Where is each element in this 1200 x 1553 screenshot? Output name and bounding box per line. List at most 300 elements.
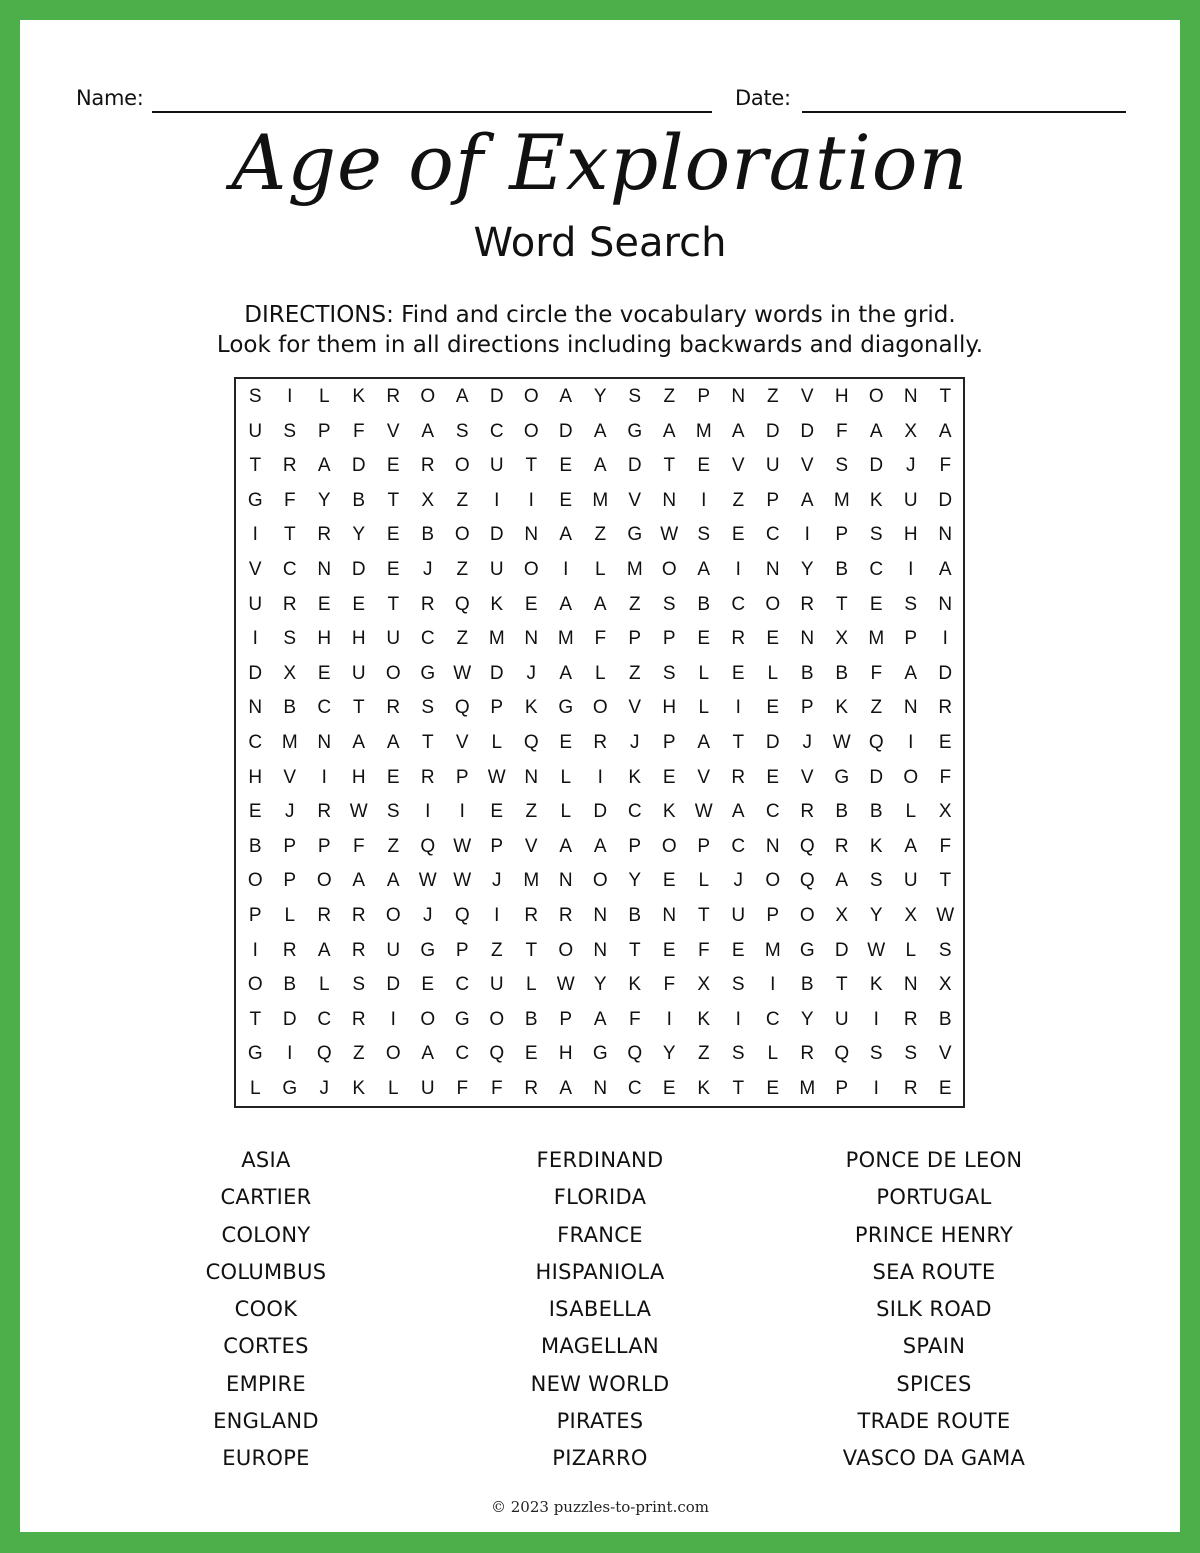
grid-letter[interactable]: W: [694, 801, 713, 823]
grid-letter[interactable]: X: [835, 904, 849, 926]
grid-letter[interactable]: S: [662, 593, 676, 615]
grid-letter[interactable]: Z: [697, 1043, 710, 1065]
grid-letter[interactable]: A: [904, 835, 918, 857]
grid-letter[interactable]: K: [628, 766, 642, 788]
grid-letter[interactable]: B: [938, 1008, 952, 1030]
grid-letter[interactable]: O: [523, 386, 539, 407]
grid-letter[interactable]: A: [593, 593, 607, 615]
grid-letter[interactable]: M: [488, 628, 505, 650]
grid-letter[interactable]: D: [386, 974, 401, 996]
grid-letter[interactable]: P: [662, 731, 676, 753]
grid-letter[interactable]: L: [249, 1077, 261, 1099]
grid-letter[interactable]: B: [283, 974, 297, 996]
grid-letter[interactable]: Z: [870, 697, 883, 719]
grid-letter[interactable]: E: [352, 593, 366, 615]
grid-letter[interactable]: L: [525, 974, 537, 996]
grid-letter[interactable]: I: [287, 386, 293, 407]
grid-letter[interactable]: C: [455, 974, 470, 996]
grid-letter[interactable]: I: [494, 489, 500, 511]
grid-letter[interactable]: H: [248, 766, 263, 788]
grid-letter[interactable]: I: [494, 904, 500, 926]
grid-letter[interactable]: P: [490, 835, 504, 857]
grid-letter[interactable]: C: [765, 1008, 780, 1030]
grid-letter[interactable]: S: [662, 662, 676, 684]
grid-letter[interactable]: L: [594, 662, 606, 684]
grid-letter[interactable]: H: [834, 386, 849, 407]
grid-letter[interactable]: A: [559, 1077, 573, 1099]
grid-letter[interactable]: K: [628, 974, 642, 996]
grid-letter[interactable]: G: [282, 1077, 298, 1099]
grid-letter[interactable]: B: [283, 697, 297, 719]
grid-letter[interactable]: E: [386, 558, 400, 580]
grid-letter[interactable]: V: [386, 420, 400, 442]
grid-letter[interactable]: K: [490, 593, 504, 615]
grid-letter[interactable]: O: [558, 939, 574, 961]
grid-letter[interactable]: J: [526, 662, 536, 684]
grid-letter[interactable]: K: [869, 489, 883, 511]
grid-letter[interactable]: D: [869, 455, 884, 477]
grid-letter[interactable]: A: [593, 420, 607, 442]
grid-letter[interactable]: N: [524, 524, 539, 546]
grid-letter[interactable]: U: [248, 420, 263, 442]
grid-letter[interactable]: S: [248, 386, 262, 407]
grid-letter[interactable]: D: [800, 420, 815, 442]
grid-letter[interactable]: K: [352, 1077, 366, 1099]
grid-letter[interactable]: O: [903, 766, 919, 788]
grid-letter[interactable]: T: [387, 489, 400, 511]
grid-letter[interactable]: W: [453, 835, 472, 857]
grid-letter[interactable]: C: [317, 1008, 332, 1030]
grid-letter[interactable]: T: [835, 974, 848, 996]
grid-letter[interactable]: I: [252, 628, 258, 650]
grid-letter[interactable]: N: [938, 524, 953, 546]
grid-letter[interactable]: P: [283, 870, 297, 892]
grid-letter[interactable]: F: [939, 835, 952, 857]
grid-letter[interactable]: R: [903, 1008, 918, 1030]
grid-letter[interactable]: T: [352, 697, 365, 719]
grid-letter[interactable]: A: [386, 731, 400, 753]
grid-letter[interactable]: R: [420, 455, 435, 477]
grid-letter[interactable]: E: [662, 939, 676, 961]
grid-letter[interactable]: E: [938, 1077, 952, 1099]
grid-letter[interactable]: Z: [732, 489, 745, 511]
grid-letter[interactable]: P: [697, 386, 711, 407]
grid-letter[interactable]: L: [318, 974, 330, 996]
grid-letter[interactable]: O: [420, 1008, 436, 1030]
grid-letter[interactable]: Z: [490, 939, 503, 961]
grid-letter[interactable]: B: [628, 904, 642, 926]
grid-letter[interactable]: G: [799, 939, 815, 961]
grid-letter[interactable]: D: [558, 420, 573, 442]
grid-letter[interactable]: A: [352, 731, 366, 753]
grid-letter[interactable]: Q: [523, 731, 539, 753]
grid-letter[interactable]: O: [799, 904, 815, 926]
grid-letter[interactable]: G: [834, 766, 850, 788]
grid-letter[interactable]: P: [697, 835, 711, 857]
grid-letter[interactable]: B: [835, 662, 849, 684]
grid-letter[interactable]: O: [661, 835, 677, 857]
grid-letter[interactable]: L: [767, 662, 779, 684]
grid-letter[interactable]: G: [420, 939, 436, 961]
grid-letter[interactable]: D: [282, 1008, 297, 1030]
grid-letter[interactable]: R: [351, 904, 366, 926]
grid-letter[interactable]: E: [766, 766, 780, 788]
grid-letter[interactable]: L: [318, 386, 330, 407]
grid-letter[interactable]: I: [908, 731, 914, 753]
grid-letter[interactable]: L: [905, 939, 917, 961]
grid-letter[interactable]: U: [420, 1077, 435, 1099]
grid-letter[interactable]: Z: [663, 386, 676, 407]
grid-letter[interactable]: E: [386, 766, 400, 788]
grid-letter[interactable]: V: [628, 697, 642, 719]
grid-letter[interactable]: N: [662, 904, 677, 926]
grid-letter[interactable]: R: [938, 697, 953, 719]
grid-letter[interactable]: X: [835, 628, 849, 650]
grid-letter[interactable]: L: [560, 766, 572, 788]
grid-letter[interactable]: E: [248, 801, 262, 823]
grid-letter[interactable]: N: [662, 489, 677, 511]
grid-letter[interactable]: W: [349, 801, 368, 823]
grid-letter[interactable]: U: [765, 455, 780, 477]
grid-letter[interactable]: L: [698, 870, 710, 892]
grid-letter[interactable]: P: [800, 697, 814, 719]
grid-letter[interactable]: T: [387, 593, 400, 615]
grid-letter[interactable]: P: [835, 524, 849, 546]
grid-letter[interactable]: G: [558, 697, 574, 719]
grid-letter[interactable]: L: [560, 801, 572, 823]
grid-letter[interactable]: D: [627, 455, 642, 477]
grid-letter[interactable]: Q: [316, 1043, 332, 1065]
grid-letter[interactable]: E: [662, 1077, 676, 1099]
grid-letter[interactable]: A: [317, 455, 331, 477]
grid-letter[interactable]: Q: [454, 697, 470, 719]
grid-letter[interactable]: M: [868, 628, 885, 650]
word-search-grid[interactable]: [234, 377, 965, 1108]
grid-letter[interactable]: O: [592, 870, 608, 892]
grid-letter[interactable]: Q: [799, 835, 815, 857]
grid-letter[interactable]: R: [834, 835, 849, 857]
grid-letter[interactable]: I: [701, 489, 707, 511]
grid-letter[interactable]: S: [869, 870, 883, 892]
grid-letter[interactable]: S: [731, 974, 745, 996]
grid-letter[interactable]: I: [735, 697, 741, 719]
grid-letter[interactable]: S: [455, 420, 469, 442]
grid-letter[interactable]: R: [524, 904, 539, 926]
grid-letter[interactable]: W: [453, 870, 472, 892]
grid-letter[interactable]: S: [938, 939, 952, 961]
grid-letter[interactable]: U: [489, 455, 504, 477]
grid-letter[interactable]: D: [938, 662, 953, 684]
grid-letter[interactable]: H: [558, 1043, 573, 1065]
grid-letter[interactable]: G: [247, 1043, 263, 1065]
grid-letter[interactable]: U: [903, 489, 918, 511]
grid-letter[interactable]: N: [765, 558, 780, 580]
grid-letter[interactable]: A: [559, 835, 573, 857]
grid-letter[interactable]: E: [662, 766, 676, 788]
grid-letter[interactable]: F: [283, 489, 296, 511]
grid-letter[interactable]: P: [628, 835, 642, 857]
grid-letter[interactable]: P: [904, 628, 918, 650]
grid-letter[interactable]: D: [351, 558, 366, 580]
grid-letter[interactable]: Y: [662, 1043, 676, 1065]
grid-letter[interactable]: G: [454, 1008, 470, 1030]
grid-letter[interactable]: I: [390, 1008, 396, 1030]
grid-letter[interactable]: K: [524, 697, 538, 719]
grid-letter[interactable]: F: [939, 766, 952, 788]
grid-letter[interactable]: J: [802, 731, 812, 753]
grid-letter[interactable]: G: [247, 489, 263, 511]
grid-letter[interactable]: E: [766, 697, 780, 719]
grid-letter[interactable]: P: [766, 904, 780, 926]
grid-letter[interactable]: L: [698, 662, 710, 684]
grid-letter[interactable]: O: [454, 455, 470, 477]
grid-letter[interactable]: O: [316, 870, 332, 892]
grid-letter[interactable]: G: [592, 1043, 608, 1065]
grid-letter[interactable]: S: [421, 697, 435, 719]
date-field[interactable]: [802, 111, 1126, 113]
grid-letter[interactable]: O: [765, 870, 781, 892]
grid-letter[interactable]: B: [697, 593, 711, 615]
grid-letter[interactable]: Y: [317, 489, 331, 511]
grid-letter[interactable]: W: [936, 904, 955, 926]
grid-letter[interactable]: I: [321, 766, 327, 788]
grid-letter[interactable]: K: [697, 1008, 711, 1030]
grid-letter[interactable]: M: [799, 1077, 816, 1099]
grid-letter[interactable]: M: [764, 939, 781, 961]
grid-letter[interactable]: J: [319, 1077, 329, 1099]
grid-letter[interactable]: U: [351, 662, 366, 684]
grid-letter[interactable]: Z: [628, 662, 641, 684]
grid-letter[interactable]: Q: [454, 904, 470, 926]
grid-letter[interactable]: W: [487, 766, 506, 788]
grid-letter[interactable]: F: [352, 420, 365, 442]
grid-letter[interactable]: J: [906, 455, 916, 477]
grid-letter[interactable]: V: [800, 766, 814, 788]
grid-letter[interactable]: I: [735, 558, 741, 580]
grid-letter[interactable]: Q: [627, 1043, 643, 1065]
grid-letter[interactable]: O: [868, 386, 884, 407]
grid-letter[interactable]: S: [869, 1043, 883, 1065]
grid-letter[interactable]: R: [800, 593, 815, 615]
grid-letter[interactable]: V: [938, 1043, 952, 1065]
grid-letter[interactable]: V: [800, 386, 814, 407]
grid-letter[interactable]: R: [593, 731, 608, 753]
grid-letter[interactable]: E: [662, 870, 676, 892]
grid-letter[interactable]: A: [731, 420, 745, 442]
grid-letter[interactable]: E: [317, 593, 331, 615]
grid-letter[interactable]: D: [351, 455, 366, 477]
grid-letter[interactable]: A: [559, 593, 573, 615]
grid-letter[interactable]: M: [523, 870, 540, 892]
grid-letter[interactable]: C: [869, 558, 884, 580]
grid-letter[interactable]: N: [593, 939, 608, 961]
grid-letter[interactable]: Y: [869, 904, 883, 926]
grid-letter[interactable]: K: [835, 697, 849, 719]
grid-letter[interactable]: T: [732, 731, 745, 753]
grid-letter[interactable]: H: [351, 766, 366, 788]
grid-letter[interactable]: A: [800, 489, 814, 511]
grid-letter[interactable]: R: [317, 801, 332, 823]
grid-letter[interactable]: O: [489, 1008, 505, 1030]
grid-letter[interactable]: Y: [800, 558, 814, 580]
grid-letter[interactable]: Y: [593, 974, 607, 996]
grid-letter[interactable]: W: [418, 870, 437, 892]
grid-letter[interactable]: Y: [800, 1008, 814, 1030]
grid-letter[interactable]: E: [731, 939, 745, 961]
grid-letter[interactable]: X: [938, 974, 952, 996]
grid-letter[interactable]: H: [351, 628, 366, 650]
grid-letter[interactable]: X: [421, 489, 435, 511]
grid-letter[interactable]: A: [697, 731, 711, 753]
grid-letter[interactable]: E: [386, 524, 400, 546]
grid-letter[interactable]: T: [283, 524, 296, 546]
grid-letter[interactable]: L: [594, 558, 606, 580]
grid-letter[interactable]: Q: [868, 731, 884, 753]
grid-letter[interactable]: I: [563, 558, 569, 580]
grid-letter[interactable]: I: [942, 628, 948, 650]
grid-letter[interactable]: K: [352, 386, 366, 407]
grid-letter[interactable]: Q: [834, 1043, 850, 1065]
grid-letter[interactable]: O: [765, 593, 781, 615]
grid-letter[interactable]: X: [904, 420, 918, 442]
grid-letter[interactable]: T: [663, 455, 676, 477]
grid-letter[interactable]: C: [765, 801, 780, 823]
grid-letter[interactable]: O: [661, 558, 677, 580]
grid-letter[interactable]: B: [800, 974, 814, 996]
grid-letter[interactable]: P: [559, 1008, 573, 1030]
grid-letter[interactable]: Q: [420, 835, 436, 857]
grid-letter[interactable]: T: [525, 939, 538, 961]
grid-letter[interactable]: E: [766, 1077, 780, 1099]
grid-letter[interactable]: E: [697, 455, 711, 477]
grid-letter[interactable]: O: [523, 558, 539, 580]
grid-letter[interactable]: I: [735, 1008, 741, 1030]
grid-letter[interactable]: P: [490, 697, 504, 719]
grid-letter[interactable]: O: [247, 870, 263, 892]
grid-letter[interactable]: R: [800, 1043, 815, 1065]
grid-letter[interactable]: H: [317, 628, 332, 650]
grid-letter[interactable]: G: [420, 662, 436, 684]
grid-letter[interactable]: D: [248, 662, 263, 684]
grid-letter[interactable]: F: [490, 1077, 503, 1099]
grid-letter[interactable]: F: [939, 455, 952, 477]
grid-letter[interactable]: O: [385, 662, 401, 684]
grid-letter[interactable]: F: [628, 1008, 641, 1030]
grid-letter[interactable]: R: [282, 939, 297, 961]
grid-letter[interactable]: B: [248, 835, 262, 857]
grid-letter[interactable]: J: [423, 904, 433, 926]
grid-letter[interactable]: N: [317, 731, 332, 753]
grid-letter[interactable]: A: [593, 1008, 607, 1030]
grid-letter[interactable]: K: [869, 974, 883, 996]
grid-letter[interactable]: X: [697, 974, 711, 996]
grid-letter[interactable]: O: [420, 386, 436, 407]
grid-letter[interactable]: T: [628, 939, 641, 961]
grid-letter[interactable]: E: [559, 731, 573, 753]
grid-letter[interactable]: R: [420, 593, 435, 615]
grid-letter[interactable]: E: [559, 489, 573, 511]
grid-letter[interactable]: Z: [387, 835, 400, 857]
grid-letter[interactable]: I: [252, 524, 258, 546]
grid-letter[interactable]: E: [766, 628, 780, 650]
grid-letter[interactable]: Q: [489, 1043, 505, 1065]
grid-letter[interactable]: C: [248, 731, 263, 753]
grid-letter[interactable]: A: [559, 662, 573, 684]
grid-letter[interactable]: M: [281, 731, 298, 753]
grid-letter[interactable]: Z: [456, 489, 469, 511]
grid-letter[interactable]: C: [627, 1077, 642, 1099]
grid-letter[interactable]: S: [283, 628, 297, 650]
grid-letter[interactable]: I: [252, 939, 258, 961]
grid-letter[interactable]: U: [386, 628, 401, 650]
grid-letter[interactable]: F: [594, 628, 607, 650]
grid-letter[interactable]: B: [524, 1008, 538, 1030]
grid-letter[interactable]: Z: [766, 386, 779, 407]
grid-letter[interactable]: U: [834, 1008, 849, 1030]
grid-letter[interactable]: N: [524, 766, 539, 788]
grid-letter[interactable]: I: [425, 801, 431, 823]
grid-letter[interactable]: D: [869, 766, 884, 788]
grid-letter[interactable]: T: [525, 455, 538, 477]
grid-letter[interactable]: A: [455, 386, 469, 407]
grid-letter[interactable]: X: [904, 904, 918, 926]
grid-letter[interactable]: I: [528, 489, 534, 511]
grid-letter[interactable]: G: [627, 524, 643, 546]
grid-letter[interactable]: F: [352, 835, 365, 857]
grid-letter[interactable]: C: [731, 835, 746, 857]
grid-letter[interactable]: Y: [628, 870, 642, 892]
grid-letter[interactable]: V: [283, 766, 297, 788]
grid-letter[interactable]: L: [905, 801, 917, 823]
grid-letter[interactable]: W: [453, 662, 472, 684]
grid-letter[interactable]: B: [869, 801, 883, 823]
grid-letter[interactable]: E: [317, 662, 331, 684]
grid-letter[interactable]: A: [559, 524, 573, 546]
grid-letter[interactable]: P: [283, 835, 297, 857]
grid-letter[interactable]: A: [593, 455, 607, 477]
grid-letter[interactable]: V: [248, 558, 262, 580]
grid-letter[interactable]: V: [524, 835, 538, 857]
grid-letter[interactable]: N: [558, 870, 573, 892]
grid-letter[interactable]: R: [731, 766, 746, 788]
grid-letter[interactable]: F: [456, 1077, 469, 1099]
grid-letter[interactable]: E: [731, 524, 745, 546]
grid-letter[interactable]: A: [421, 1043, 435, 1065]
grid-letter[interactable]: H: [903, 524, 918, 546]
grid-letter[interactable]: Q: [799, 870, 815, 892]
grid-letter[interactable]: N: [765, 835, 780, 857]
grid-letter[interactable]: V: [628, 489, 642, 511]
grid-letter[interactable]: R: [351, 939, 366, 961]
grid-letter[interactable]: N: [248, 697, 263, 719]
grid-letter[interactable]: T: [697, 904, 710, 926]
grid-letter[interactable]: C: [731, 593, 746, 615]
grid-letter[interactable]: S: [628, 386, 642, 407]
grid-letter[interactable]: F: [697, 939, 710, 961]
grid-letter[interactable]: R: [558, 904, 573, 926]
grid-letter[interactable]: N: [731, 386, 746, 407]
grid-letter[interactable]: T: [421, 731, 434, 753]
grid-letter[interactable]: F: [870, 662, 883, 684]
grid-letter[interactable]: W: [867, 939, 886, 961]
grid-letter[interactable]: W: [660, 524, 679, 546]
grid-letter[interactable]: U: [489, 974, 504, 996]
grid-letter[interactable]: D: [765, 420, 780, 442]
grid-letter[interactable]: S: [352, 974, 366, 996]
grid-letter[interactable]: E: [938, 731, 952, 753]
grid-letter[interactable]: T: [835, 593, 848, 615]
grid-letter[interactable]: B: [835, 558, 849, 580]
